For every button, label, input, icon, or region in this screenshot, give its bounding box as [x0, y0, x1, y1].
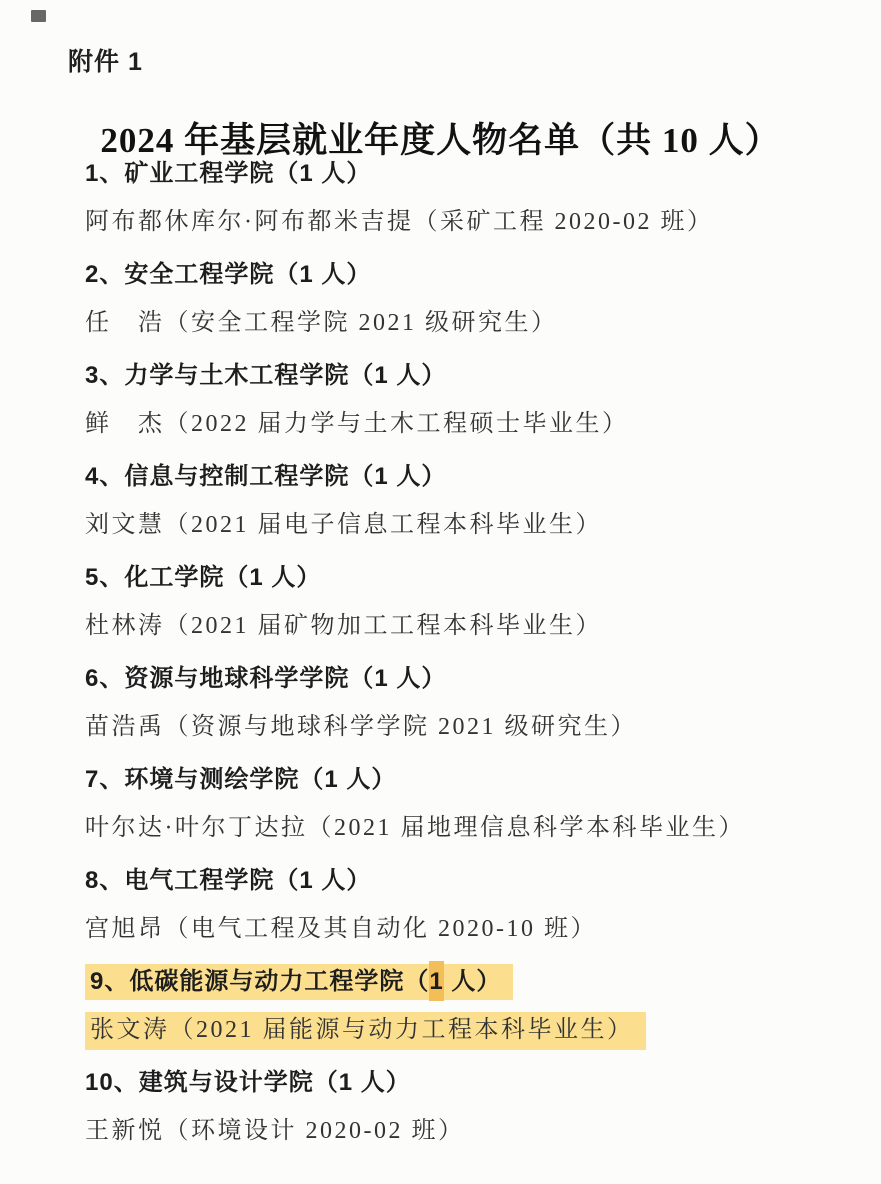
list-item — [85, 560, 851, 661]
heading-text: 9、低碳能源与动力工程学院（ — [85, 964, 429, 1000]
item-person — [85, 708, 637, 746]
heading-text: 6、资源与地球科学学院（1 人） — [85, 665, 447, 692]
item-heading — [85, 863, 371, 899]
item-person — [85, 405, 629, 443]
heading-text-tail: 人） — [444, 964, 514, 1000]
attachment-label: 附件 1 — [68, 48, 143, 76]
person-text: 宫旭昂（电气工程及其自动化 2020-10 班） — [85, 916, 597, 942]
list-item — [85, 257, 851, 358]
heading-highlighted-number: 1 — [429, 961, 443, 1001]
person-text: 任 浩（安全工程学院 2021 级研究生） — [85, 310, 558, 336]
heading-text: 1、矿业工程学院（1 人） — [85, 160, 372, 187]
heading-text: 10、建筑与设计学院（1 人） — [85, 1069, 411, 1096]
item-heading — [85, 762, 396, 798]
item-heading — [85, 358, 446, 394]
list-item — [85, 1065, 851, 1166]
list-item — [85, 863, 851, 964]
list-item — [85, 156, 851, 257]
heading-text: 3、力学与土木工程学院（1 人） — [85, 362, 447, 389]
item-heading — [85, 964, 513, 1000]
list-item — [85, 459, 851, 560]
item-heading — [85, 459, 446, 495]
heading-text: 4、信息与控制工程学院（1 人） — [85, 463, 447, 490]
person-text: 苗浩禹（资源与地球科学学院 2021 级研究生） — [85, 714, 637, 740]
person-text: 王新悦（环境设计 2020-02 班） — [85, 1118, 465, 1144]
list-item — [85, 762, 851, 863]
item-person — [85, 607, 602, 645]
item-person — [85, 506, 602, 544]
list-item — [85, 358, 851, 459]
person-text: 张文涛（2021 届能源与动力工程本科毕业生） — [85, 1012, 646, 1050]
item-heading — [85, 156, 371, 192]
people-list — [85, 156, 851, 1166]
item-person — [85, 809, 745, 847]
item-person — [85, 1011, 646, 1049]
item-heading — [85, 560, 321, 596]
item-person — [85, 910, 597, 948]
item-heading — [85, 661, 446, 697]
item-heading — [85, 1065, 411, 1101]
heading-text: 5、化工学院（1 人） — [85, 564, 322, 591]
item-person — [85, 1112, 465, 1150]
person-text: 鲜 杰（2022 届力学与土木工程硕士毕业生） — [85, 411, 629, 437]
person-text: 阿布都休库尔·阿布都米吉提（采矿工程 2020-02 班） — [85, 209, 714, 235]
person-text: 刘文慧（2021 届电子信息工程本科毕业生） — [85, 512, 602, 538]
item-person — [85, 304, 558, 342]
scan-artifact-mark — [31, 10, 46, 22]
heading-text: 8、电气工程学院（1 人） — [85, 867, 372, 894]
person-text: 杜林涛（2021 届矿物加工工程本科毕业生） — [85, 613, 602, 639]
list-item — [85, 661, 851, 762]
item-person — [85, 203, 713, 241]
person-text: 叶尔达·叶尔丁达拉（2021 届地理信息科学本科毕业生） — [85, 815, 745, 841]
heading-text: 7、环境与测绘学院（1 人） — [85, 766, 397, 793]
heading-text: 2、安全工程学院（1 人） — [85, 261, 372, 288]
page-title: 2024 年基层就业年度人物名单（共 10 人） — [100, 121, 781, 161]
list-item — [85, 964, 851, 1065]
item-heading — [85, 257, 371, 293]
